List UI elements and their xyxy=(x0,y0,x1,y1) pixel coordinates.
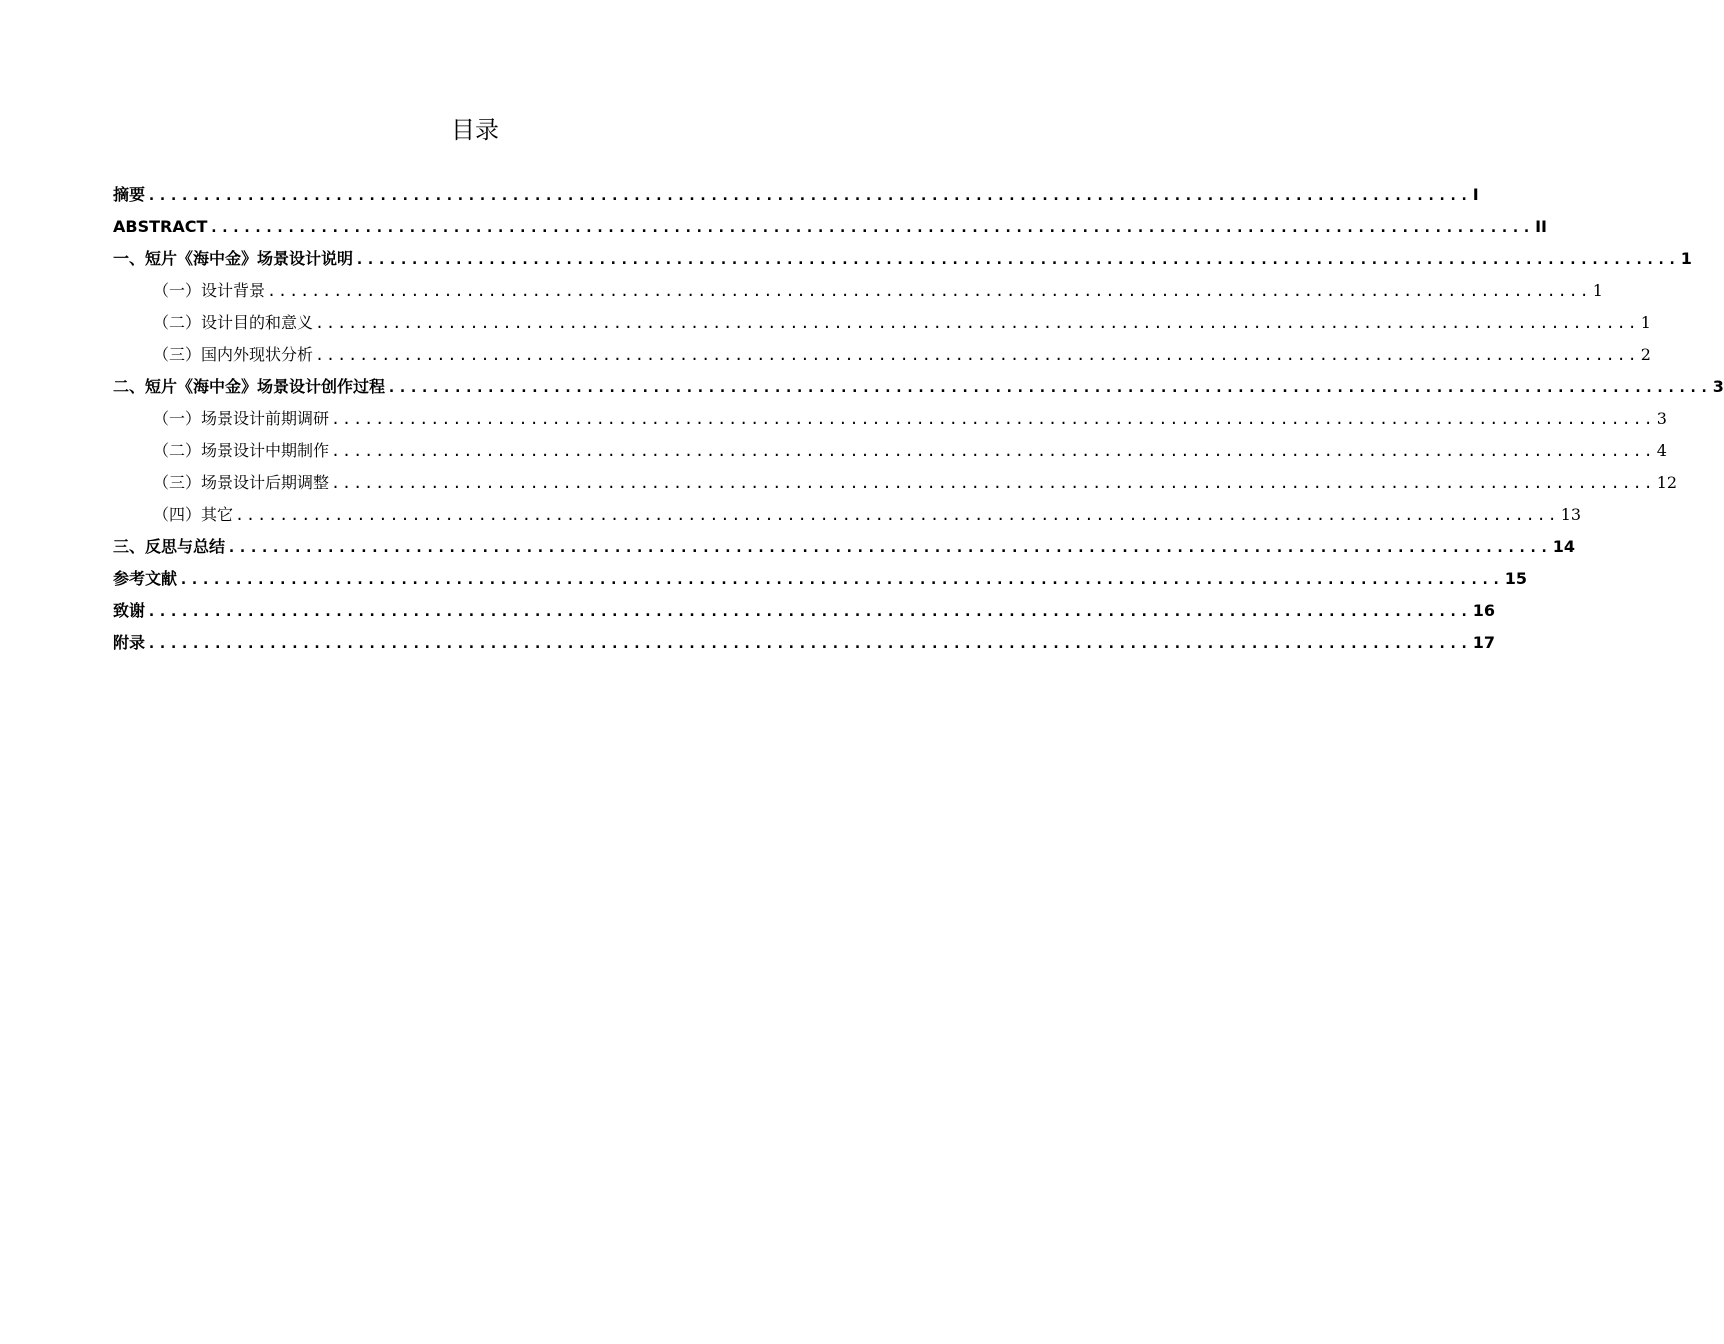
toc-dot-leader: ........................................................................................................................ xyxy=(315,314,1639,332)
toc-entry-label: （二）场景设计中期制作 xyxy=(153,441,330,460)
toc-page-number: 4 xyxy=(1656,441,1667,460)
toc-page-number: 14 xyxy=(1552,537,1575,556)
toc-dot-leader: ........................................................................................................................ xyxy=(235,506,1559,524)
toc-page-number: 16 xyxy=(1472,601,1495,620)
toc-page-number: 3 xyxy=(1712,377,1724,396)
toc-entry-label: 参考文献 xyxy=(113,569,178,588)
toc-dot-leader: ........................................................................................................................ xyxy=(179,570,1503,588)
toc-dot-leader: ........................................................................................................................ xyxy=(147,602,1471,620)
page-title: 目录 xyxy=(451,116,499,144)
toc-dot-leader: ........................................................................................................................ xyxy=(147,186,1471,204)
toc-entry-label: ABSTRACT xyxy=(113,217,208,236)
toc-entry-label: （一）设计背景 xyxy=(153,281,266,300)
toc-entry-references[interactable] xyxy=(113,563,1527,595)
toc-entry-appendix[interactable] xyxy=(113,627,1495,659)
toc-entry-section-2-2[interactable] xyxy=(113,435,1667,467)
toc-entry-section-1-1[interactable] xyxy=(113,275,1603,307)
toc-entry-label: （三）场景设计后期调整 xyxy=(153,473,330,492)
toc-entry-chapter-3[interactable] xyxy=(113,531,1575,563)
toc-dot-leader: ........................................................................................................................ xyxy=(147,634,1471,652)
toc-entry-acknowledgements[interactable] xyxy=(113,595,1495,627)
toc-entry-label: （三）国内外现状分析 xyxy=(153,345,314,364)
toc-entry-section-2-1[interactable] xyxy=(113,403,1667,435)
toc-entry-label: （二）设计目的和意义 xyxy=(153,313,314,332)
toc-entry-abstract-cn[interactable] xyxy=(113,179,1479,211)
toc-page-number: 12 xyxy=(1656,473,1678,492)
toc-page-number: 1 xyxy=(1640,313,1651,332)
toc-entry-label: （四）其它 xyxy=(153,505,234,524)
table-of-contents xyxy=(113,179,1724,659)
toc-page-number: 13 xyxy=(1560,505,1582,524)
toc-dot-leader: ........................................................................................................................ xyxy=(355,250,1679,268)
toc-page-number: II xyxy=(1535,217,1547,236)
toc-entry-section-2-3[interactable] xyxy=(113,467,1678,499)
toc-page-number: 1 xyxy=(1680,249,1692,268)
toc-page-number: 2 xyxy=(1640,345,1651,364)
toc-dot-leader: ........................................................................................................................ xyxy=(227,538,1551,556)
toc-entry-chapter-2[interactable] xyxy=(113,371,1724,403)
toc-entry-label: 摘要 xyxy=(113,185,146,204)
toc-page-number: 15 xyxy=(1504,569,1527,588)
toc-entry-abstract-en[interactable] xyxy=(113,211,1547,243)
toc-dot-leader: ........................................................................................................................ xyxy=(331,474,1655,492)
toc-entry-label: 附录 xyxy=(113,633,146,652)
toc-entry-section-2-4[interactable] xyxy=(113,499,1582,531)
toc-dot-leader: ........................................................................................................................ xyxy=(331,410,1655,428)
toc-page-number: 3 xyxy=(1656,409,1667,428)
toc-dot-leader: ........................................................................................................................ xyxy=(315,346,1639,364)
toc-entry-label: 一、短片《海中金》场景设计说明 xyxy=(113,249,354,268)
toc-page-number: 17 xyxy=(1472,633,1495,652)
toc-dot-leader: ........................................................................................................................ xyxy=(331,442,1655,460)
toc-page-number: 1 xyxy=(1592,281,1603,300)
toc-entry-label: 三、反思与总结 xyxy=(113,537,226,556)
toc-entry-label: 致谢 xyxy=(113,601,146,620)
toc-dot-leader: ........................................................................................................................ xyxy=(209,218,1534,236)
toc-entry-section-1-3[interactable] xyxy=(113,339,1651,371)
toc-dot-leader: ........................................................................................................................ xyxy=(387,378,1711,396)
toc-entry-label: 二、短片《海中金》场景设计创作过程 xyxy=(113,377,386,396)
toc-page-number: I xyxy=(1472,185,1479,204)
toc-dot-leader: ........................................................................................................................ xyxy=(267,282,1591,300)
toc-entry-label: （一）场景设计前期调研 xyxy=(153,409,330,428)
toc-entry-section-1-2[interactable] xyxy=(113,307,1651,339)
toc-entry-chapter-1[interactable] xyxy=(113,243,1692,275)
